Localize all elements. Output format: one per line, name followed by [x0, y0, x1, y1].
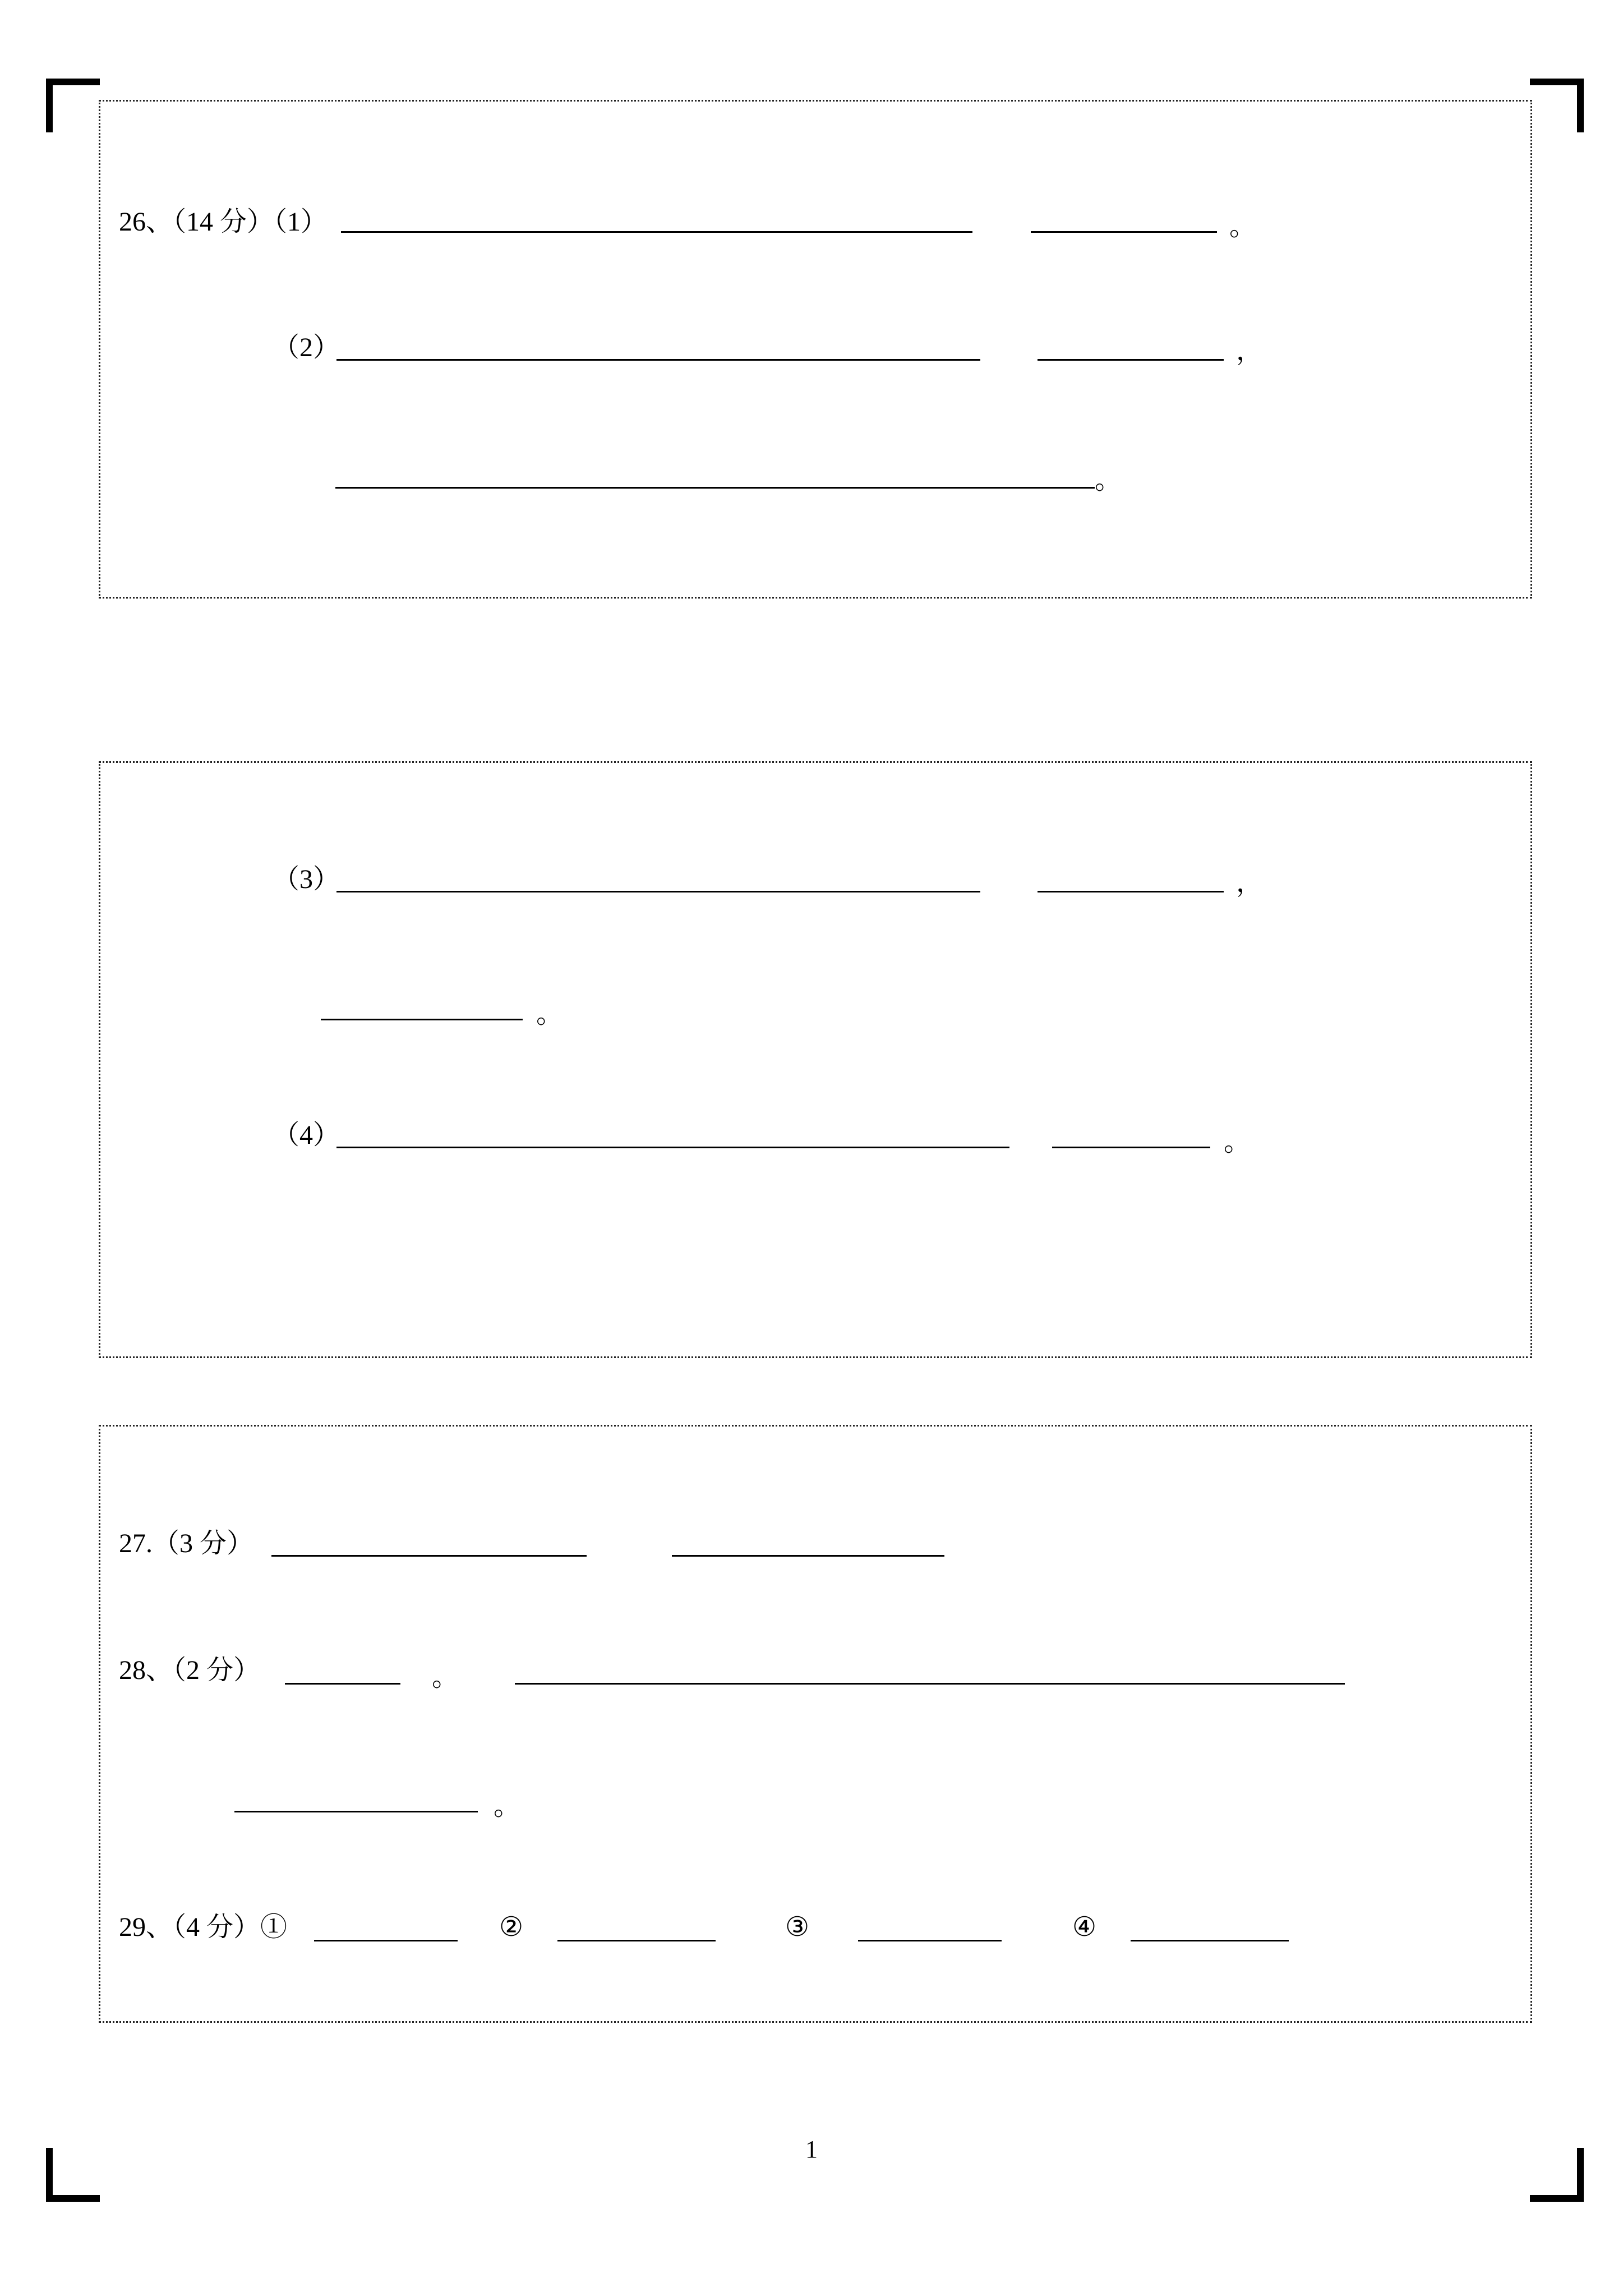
q26-3-answer-blank-c[interactable]: [321, 1019, 523, 1020]
q26-4-answer-blank-b[interactable]: [1052, 1147, 1210, 1148]
q27-answer-blank-b[interactable]: [672, 1555, 944, 1557]
corner-mark-bottom-right: [1530, 2148, 1584, 2202]
q29-answer-blank-4[interactable]: [1131, 1940, 1289, 1941]
q27-label: 27.（3 分）: [119, 1529, 254, 1558]
q26-2-comma: ，: [1236, 336, 1264, 366]
answer-box-q27-29: [99, 1425, 1532, 2023]
corner-mark-top-right: [1530, 79, 1584, 132]
corner-mark-bottom-left: [46, 2148, 100, 2202]
q28-label: 28、（2 分）: [119, 1655, 261, 1685]
q28-end-period: 。: [494, 1791, 521, 1821]
q29-label: 29、（4 分）①: [119, 1912, 288, 1942]
q26-1-period: 。: [1229, 211, 1257, 241]
q26-2-answer-blank-a[interactable]: [336, 359, 980, 361]
page-number: 1: [805, 2136, 818, 2163]
q26-3-answer-blank-b[interactable]: [1038, 891, 1224, 892]
q29-answer-blank-1[interactable]: [314, 1940, 458, 1941]
q26-1-answer-blank-a[interactable]: [341, 231, 972, 233]
q29-marker-4: ④: [1072, 1912, 1097, 1942]
q28-answer-blank-b[interactable]: [515, 1683, 1345, 1685]
q29-answer-blank-3[interactable]: [858, 1940, 1002, 1941]
q28-mid-period: 。: [432, 1662, 459, 1692]
q26-4-period: 。: [1224, 1127, 1251, 1157]
q26-3-label: （3）: [273, 864, 340, 894]
q29-marker-3: ③: [785, 1912, 810, 1942]
q26-4-label: （4）: [273, 1120, 340, 1150]
q26-3-answer-blank-a[interactable]: [336, 891, 980, 892]
corner-mark-top-left: [46, 79, 100, 132]
q26-2-label: （2）: [273, 333, 340, 362]
q26-4-answer-blank-a[interactable]: [336, 1147, 1009, 1148]
q26-3-comma: ，: [1236, 868, 1264, 898]
answer-box-q26-part2: [99, 761, 1532, 1358]
q27-answer-blank-a[interactable]: [271, 1555, 587, 1557]
q26-2-answer-blank-b[interactable]: [1038, 359, 1224, 361]
q26-1-answer-blank-b[interactable]: [1031, 231, 1217, 233]
q26-2-period: 。: [1095, 465, 1122, 495]
q28-answer-blank-a[interactable]: [285, 1683, 400, 1685]
q29-answer-blank-2[interactable]: [557, 1940, 716, 1941]
q29-marker-2: ②: [499, 1912, 524, 1942]
q26-label: 26、（14 分）（1）: [119, 207, 328, 237]
q28-answer-blank-c[interactable]: [234, 1811, 478, 1812]
q26-3-period: 。: [536, 999, 564, 1029]
q26-2-answer-blank-c[interactable]: [335, 487, 1095, 489]
